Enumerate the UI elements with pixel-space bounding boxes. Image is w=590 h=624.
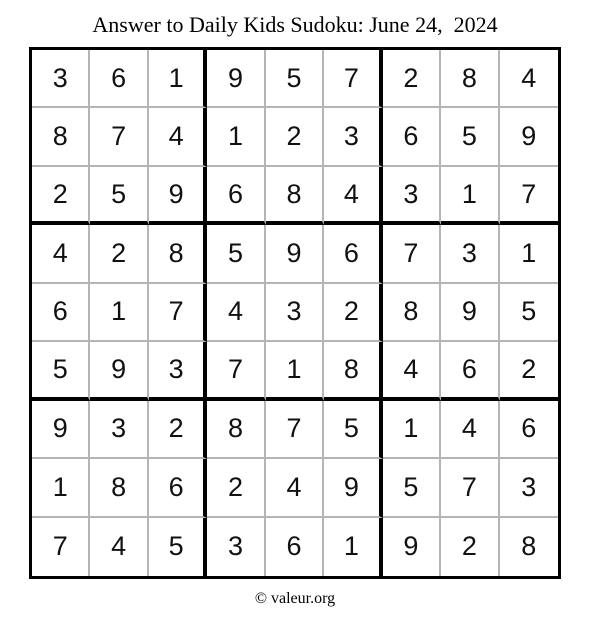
- sudoku-cell-r1-c4: 9: [207, 50, 265, 108]
- sudoku-cell-r8-c1: 1: [32, 459, 90, 517]
- sudoku-cell-r5-c1: 6: [32, 284, 90, 342]
- sudoku-cell-r2-c2: 7: [90, 108, 148, 166]
- sudoku-cell-r6-c5: 1: [266, 342, 324, 400]
- sudoku-cell-r6-c9: 2: [500, 342, 558, 400]
- sudoku-cell-r3-c3: 9: [149, 167, 207, 225]
- sudoku-cell-r7-c3: 2: [149, 401, 207, 459]
- sudoku-cell-r6-c6: 8: [324, 342, 382, 400]
- sudoku-cell-r3-c4: 6: [207, 167, 265, 225]
- sudoku-cell-r1-c7: 2: [383, 50, 441, 108]
- sudoku-cell-r7-c6: 5: [324, 401, 382, 459]
- sudoku-cell-r4-c8: 3: [441, 225, 499, 283]
- sudoku-cell-r6-c8: 6: [441, 342, 499, 400]
- sudoku-cell-r7-c2: 3: [90, 401, 148, 459]
- sudoku-cell-r2-c5: 2: [266, 108, 324, 166]
- sudoku-cell-r4-c9: 1: [500, 225, 558, 283]
- sudoku-cell-r9-c9: 8: [521, 531, 537, 562]
- sudoku-cell-r1-c5: 5: [266, 50, 324, 108]
- sudoku-cell-r6-c2: 9: [90, 342, 148, 400]
- sudoku-cell-r3-c7: 3: [383, 167, 441, 225]
- sudoku-cell-r2-c1: 8: [32, 108, 90, 166]
- sudoku-cell-r5-c2: 1: [90, 284, 148, 342]
- sudoku-cell-r4-c1: 4: [32, 225, 90, 283]
- sudoku-cell-r1-c8: 8: [441, 50, 499, 108]
- sudoku-cell-r2-c4: 1: [207, 108, 265, 166]
- sudoku-cell-r4-c4: 5: [207, 225, 265, 283]
- sudoku-cell-r9-c1: 7: [32, 518, 90, 576]
- sudoku-cell-r6-c7: 4: [383, 342, 441, 400]
- sudoku-cell-r6-c4: 7: [207, 342, 265, 400]
- sudoku-cell-r9-c3: 5: [149, 518, 207, 576]
- sudoku-cell-r3-c2: 5: [90, 167, 148, 225]
- sudoku-cell-r5-c9: 5: [500, 284, 558, 342]
- sudoku-cell-r4-c2: 2: [90, 225, 148, 283]
- sudoku-cell-r1-c3: 1: [149, 50, 207, 108]
- sudoku-cell-r3-c6: 4: [324, 167, 382, 225]
- sudoku-cell-r8-c9: 3: [500, 459, 558, 517]
- sudoku-cell-r2-c7: 6: [383, 108, 441, 166]
- sudoku-cell-r6-c3: 3: [149, 342, 207, 400]
- sudoku-cell-r1-c1: 3: [32, 50, 90, 108]
- sudoku-cell-r8-c7: 5: [383, 459, 441, 517]
- sudoku-cell-r5-c5: 3: [266, 284, 324, 342]
- sudoku-cell-r9-c2: 4: [90, 518, 148, 576]
- sudoku-cell-r9-c4: 3: [207, 518, 265, 576]
- sudoku-cell-r7-c5: 7: [266, 401, 324, 459]
- sudoku-cell-r9-c5: 6: [266, 518, 324, 576]
- sudoku-cell-r4-c3: 8: [149, 225, 207, 283]
- sudoku-cell-r8-c8: 7: [441, 459, 499, 517]
- copyright-footer: © valeur.org: [254, 590, 336, 607]
- sudoku-cell-r3-c1: 2: [32, 167, 90, 225]
- sudoku-cell-r8-c3: 6: [149, 459, 207, 517]
- sudoku-cell-r3-c9: 7: [500, 167, 558, 225]
- sudoku-cell-r7-c8: 4: [441, 401, 499, 459]
- page-title: Answer to Daily Kids Sudoku: June 24, 2024: [92, 12, 498, 37]
- sudoku-cell-r8-c5: 4: [266, 459, 324, 517]
- sudoku-cell-r1-c9: 4: [500, 50, 558, 108]
- sudoku-cell-r7-c9: 6: [500, 401, 558, 459]
- sudoku-cell-r5-c6: 2: [324, 284, 382, 342]
- sudoku-cell-r3-c5: 8: [266, 167, 324, 225]
- sudoku-cell-r6-c1: 5: [32, 342, 90, 400]
- sudoku-cell-r5-c8: 9: [441, 284, 499, 342]
- sudoku-cell-r2-c8: 5: [441, 108, 499, 166]
- sudoku-cell-r9-c8: 2: [441, 518, 499, 576]
- sudoku-cell-r3-c8: 1: [441, 167, 499, 225]
- sudoku-cell-r1-c2: 6: [90, 50, 148, 108]
- sudoku-cell-r2-c3: 4: [149, 108, 207, 166]
- sudoku-cell-r4-c7: 7: [383, 225, 441, 283]
- sudoku-cell-r2-c6: 3: [324, 108, 382, 166]
- sudoku-cell-r8-c6: 9: [324, 459, 382, 517]
- sudoku-cell-r7-c7: 1: [383, 401, 441, 459]
- sudoku-cell-r7-c1: 9: [32, 401, 90, 459]
- sudoku-cell-r7-c4: 8: [207, 401, 265, 459]
- sudoku-cell-r9-c7: 9: [383, 518, 441, 576]
- sudoku-cell-r5-c3: 7: [149, 284, 207, 342]
- sudoku-cell-r9-c6: 1: [324, 518, 382, 576]
- sudoku-cell-r8-c4: 2: [207, 459, 265, 517]
- sudoku-cell-r4-c6: 6: [324, 225, 382, 283]
- sudoku-cell-r2-c9: 9: [500, 108, 558, 166]
- sudoku-cell-r4-c5: 9: [266, 225, 324, 283]
- sudoku-board: [29, 47, 561, 579]
- sudoku-cell-r1-c6: 7: [324, 50, 382, 108]
- sudoku-cell-r5-c7: 8: [383, 284, 441, 342]
- sudoku-cell-r8-c2: 8: [90, 459, 148, 517]
- sudoku-cell-r5-c4: 4: [207, 284, 265, 342]
